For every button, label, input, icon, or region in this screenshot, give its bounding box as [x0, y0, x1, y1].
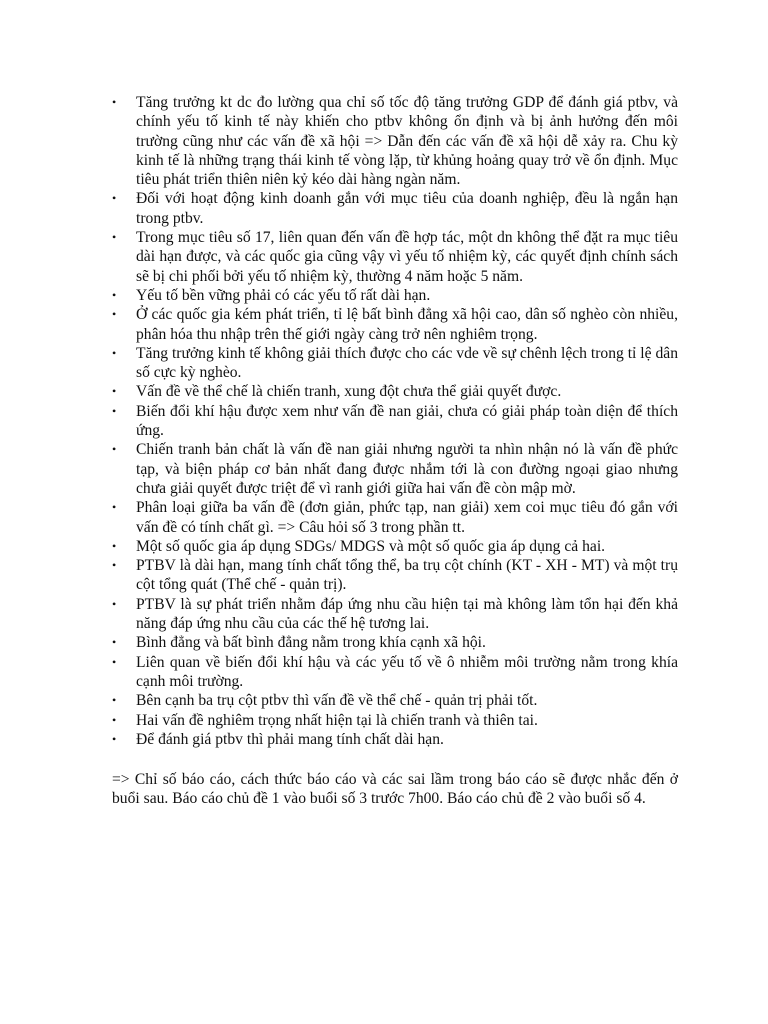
list-item: • Hai vấn đề nghiêm trọng nhất hiện tại là chiến tranh và thiên tai. — [136, 711, 678, 730]
list-item: • Liên quan về biến đổi khí hậu và các yếu tố về ô nhiễm môi trường nằm trong khía cạnh môi trường. — [136, 653, 678, 692]
list-item: • PTBV là sự phát triển nhằm đáp ứng nhu cầu hiện tại mà không làm tổn hại đến khả năng đáp ứng nhu cầu của các thế hệ tương lai. — [136, 595, 678, 634]
list-item: • Yếu tố bền vững phải có các yếu tố rất dài hạn. — [136, 286, 678, 305]
list-item: • Phân loại giữa ba vấn đề (đơn giản, phức tạp, nan giải) xem coi mục tiêu đó gắn với vấn đề có tính chất gì. => Câu hỏi số 3 trong phần tt. — [136, 498, 678, 537]
list-item: • Đối với hoạt động kinh doanh gắn với mục tiêu của doanh nghiệp, đều là ngắn hạn trong ptbv. — [136, 189, 678, 228]
list-item: • PTBV là dài hạn, mang tính chất tổng thể, ba trụ cột chính (KT - XH - MT) và một trụ cột tổng quát (Thể chế - quản trị). — [136, 556, 678, 595]
list-item: • Bình đẳng và bất bình đẳng nằm trong khía cạnh xã hội. — [136, 633, 678, 652]
list-item: • Biến đổi khí hậu được xem như vấn đề nan giải, chưa có giải pháp toàn diện để thích ứng. — [136, 402, 678, 441]
list-item: • Vấn đề về thể chế là chiến tranh, xung đột chưa thể giải quyết được. — [136, 382, 678, 401]
list-item: • Ở các quốc gia kém phát triển, tỉ lệ bất bình đẳng xã hội cao, dân số nghèo còn nhiều, phân hóa thu nhập trên thế giới ngày càng trở nên nghiêm trọng. — [136, 305, 678, 344]
list-item: • Trong mục tiêu số 17, liên quan đến vấn đề hợp tác, một dn không thể đặt ra mục tiêu dài hạn được, và các quốc gia cũng vậy vì yếu tố nhiệm kỳ, các quyết định chính sách sẽ bị chi phối bởi yếu tố nhiệm kỳ, thường 4 năm hoặc 5 năm. — [136, 228, 678, 286]
list-item: • Bên cạnh ba trụ cột ptbv thì vấn đề về thể chế - quản trị phải tốt. — [136, 691, 678, 710]
list-item: • Tăng trưởng kinh tế không giải thích được cho các vde về sự chênh lệch trong tỉ lệ dân số cực kỳ nghèo. — [136, 344, 678, 383]
conclusion-paragraph: => Chỉ số báo cáo, cách thức báo cáo và các sai lầm trong báo cáo sẽ được nhắc đến ở buổi sau. Báo cáo chủ đề 1 vào buổi số 3 trước 7h00. Báo cáo chủ đề 2 vào buổi số 4. — [112, 771, 678, 808]
list-item: • Để đánh giá ptbv thì phải mang tính chất dài hạn. — [136, 730, 678, 749]
bullet-list — [136, 93, 678, 749]
list-item: • Chiến tranh bản chất là vấn đề nan giải nhưng người ta nhìn nhận nó là vấn đề phức tạp, và biện pháp cơ bản nhất đang được nhắm tới là con đường ngoại giao nhưng chưa giải quyết được triệt để vì ranh giới giữa hai vấn đề còn mập mờ. — [136, 440, 678, 498]
list-item: • Một số quốc gia áp dụng SDGs/ MDGS và một số quốc gia áp dụng cả hai. — [136, 537, 678, 556]
list-item: • Tăng trưởng kt dc đo lường qua chỉ số tốc độ tăng trưởng GDP để đánh giá ptbv, và chính yếu tố kinh tế này khiến cho ptbv không ổn định và bị ảnh hưởng đến môi trường cũng như các vấn đề xã hội => Dẫn đến các vấn đề xã hội dễ xảy ra. Chu kỳ kinh tế là những trạng thái kinh tế vòng lặp, từ khủng hoảng quay trở về ổn định. Mục tiêu phát triển thiên niên kỷ kéo dài hàng ngàn năm. — [136, 93, 678, 189]
